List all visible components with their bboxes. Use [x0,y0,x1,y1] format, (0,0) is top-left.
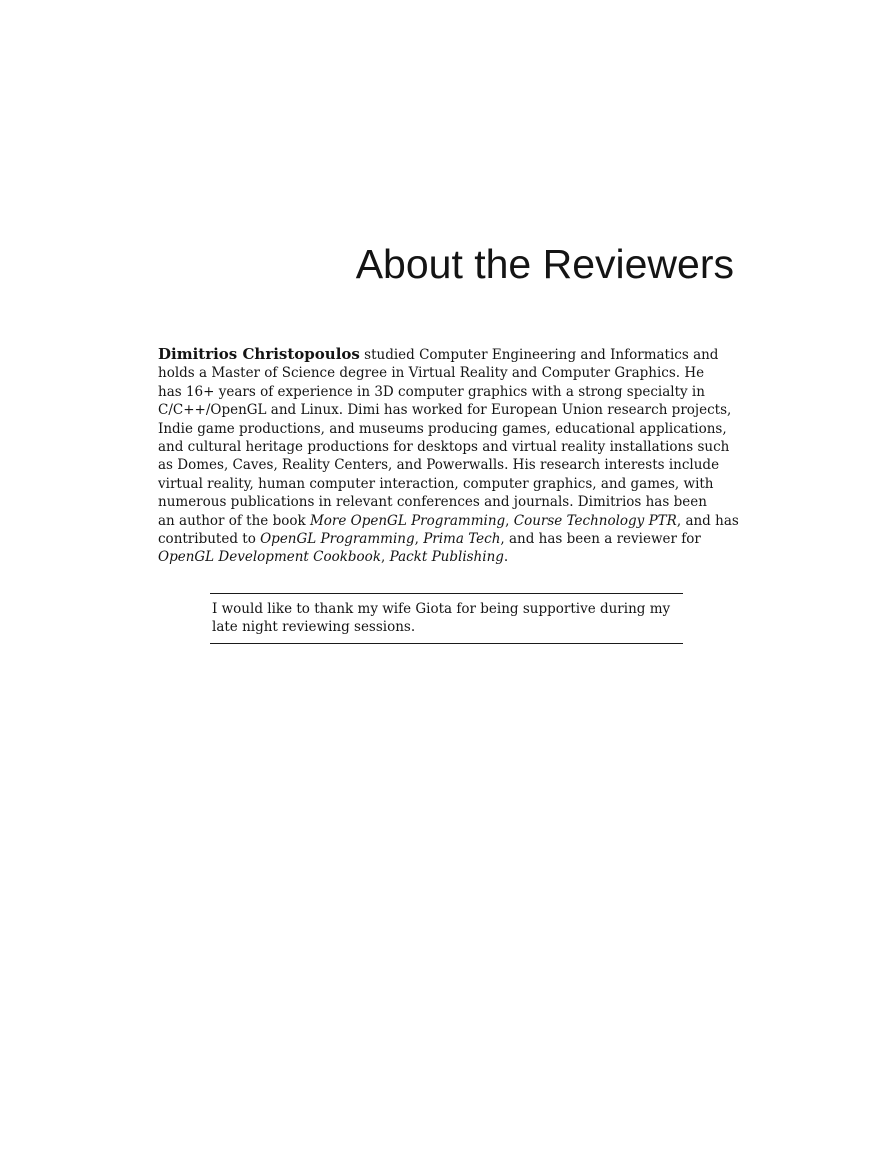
acknowledgement-box [210,593,683,644]
bio-line: C/C++/OpenGL and Linux. Dimi has worked for European Union research projects, [158,402,732,419]
bio-text: , [381,549,390,566]
bio-line [158,530,743,548]
reviewer-name: Dimitrios Christopoulos [158,345,360,363]
book-title: More OpenGL Programming [309,512,506,529]
bio-line: as Domes, Caves, Reality Centers, and Powerwalls. His research interests include [158,457,720,474]
bio-line: and cultural heritage productions for desktops and virtual reality installations such [158,439,730,456]
publisher-name: Course Technology PTR [513,512,677,529]
bio-text: , and has been a reviewer for [500,531,701,548]
bio-line [158,548,743,566]
bio-text: , [414,531,424,548]
book-title: OpenGL Programming [260,531,415,548]
page-title: About the Reviewers [355,241,734,287]
bio-line [158,512,743,530]
bio-line: numerous publications in relevant conferences and journals. Dimitrios has been [158,494,707,511]
bio-text: an author of the book [158,512,310,529]
bio-text: studied Computer Engineering and Informatics and [359,347,719,363]
bio-line: has 16+ years of experience in 3D computer graphics with a strong specialty in [158,383,705,400]
publisher-name: Packt Publishing [389,549,504,566]
bio-line [158,345,743,364]
bio-line: Indie game productions, and museums producing games, educational applications, [158,420,727,437]
acknowledgement-line: I would like to thank my wife Giota for being supportive during my [212,601,671,617]
acknowledgement-line: late night reviewing sessions. [212,619,416,636]
bio-text: . [503,549,509,566]
reviewer-bio [158,345,743,567]
book-title: OpenGL Development Cookbook [158,549,381,566]
bio-text: , [505,512,514,529]
bio-text: , and has [676,512,739,529]
bio-line: virtual reality, human computer interaction, computer graphics, and games, with [158,475,714,492]
publisher-name: Prima Tech [423,531,501,548]
bio-text: contributed to [158,531,261,548]
bio-line: holds a Master of Science degree in Virtual Reality and Computer Graphics. He [158,365,705,382]
